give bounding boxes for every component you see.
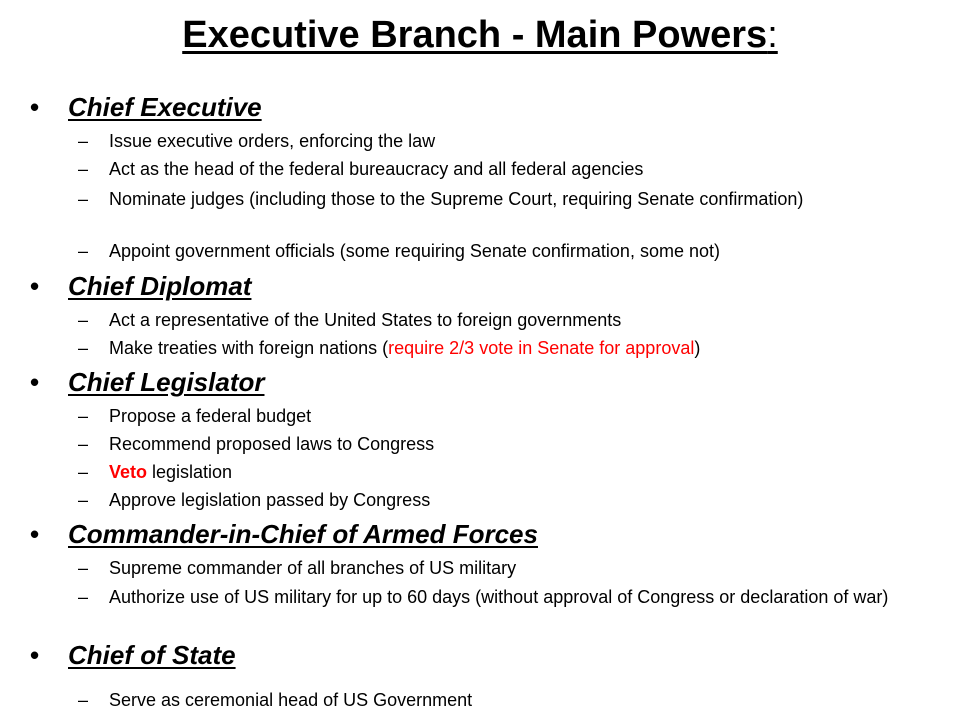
dash-icon: – [78,241,89,261]
bullet-icon: • [30,271,40,301]
veto-keyword: Veto [109,462,148,482]
section-heading-label: Chief of State [68,640,236,670]
senate-vote-note: require 2/3 vote in Senate for approval [388,338,695,358]
section-heading [30,519,930,549]
treaty-text-before: Make treaties with foreign nations ( [109,338,389,358]
list-item-text: Nominate judges (including those to the Supreme Court, requiring Senate confirmation) [109,189,804,209]
list-item-text: Act as the head of the federal bureaucracy and all federal agencies [109,159,644,179]
section-heading-label: Chief Diplomat [68,271,252,301]
list-item [78,241,938,262]
list-item-text: Authorize use of US military for up to 60 days (without approval of Congress or declaration of war) [109,587,889,607]
list-item [78,189,938,210]
dash-icon: – [78,462,89,482]
dash-icon: – [78,310,89,330]
slide-title-colon: : [767,14,778,56]
list-item-text: Issue executive orders, enforcing the law [109,131,436,151]
bullet-icon: • [30,367,40,397]
list-item [78,690,938,711]
list-item [78,558,938,579]
section-commander-in-chief [30,519,930,549]
list-item [78,338,938,359]
dash-icon: – [78,406,89,426]
dash-icon: – [78,558,89,578]
dash-icon: – [78,690,89,710]
section-heading [30,271,930,301]
dash-icon: – [78,338,89,358]
list-item [78,406,938,427]
list-item-text: Serve as ceremonial head of US Government [109,690,473,710]
list-item [78,310,938,331]
dash-icon: – [78,490,89,510]
list-item [78,159,938,180]
list-item-text: Propose a federal budget [109,406,312,426]
list-item [78,131,938,152]
section-heading [30,640,930,670]
section-heading [30,367,930,397]
section-chief-diplomat [30,271,930,301]
section-heading-label: Commander-in-Chief of Armed Forces [68,519,538,549]
list-item-text: Supreme commander of all branches of US military [109,558,517,578]
list-item-text: Approve legislation passed by Congress [109,490,431,510]
bullet-icon: • [30,640,40,670]
veto-text-after: legislation [147,462,233,482]
section-chief-executive [30,92,930,122]
list-item-text [78,338,938,359]
list-item [78,434,938,455]
section-chief-of-state [30,640,930,670]
list-item [78,490,938,511]
slide-title [0,14,960,57]
bullet-icon: • [30,519,40,549]
list-item-text: Act a representative of the United States to foreign governments [109,310,622,330]
dash-icon: – [78,434,89,454]
section-heading [30,92,930,122]
dash-icon: – [78,159,89,179]
treaty-text-after: ) [694,338,701,358]
list-item-text [78,462,938,483]
slide-title-text: Executive Branch - Main Powers [182,14,768,56]
list-item [78,462,938,483]
dash-icon: – [78,131,89,151]
bullet-icon: • [30,92,40,122]
list-item [78,587,938,608]
dash-icon: – [78,587,89,607]
list-item-text: Appoint government officials (some requiring Senate confirmation, some not) [109,241,720,261]
section-heading-label: Chief Legislator [68,367,265,397]
section-heading-label: Chief Executive [68,92,262,122]
list-item-text: Recommend proposed laws to Congress [109,434,435,454]
section-chief-legislator [30,367,930,397]
dash-icon: – [78,189,89,209]
